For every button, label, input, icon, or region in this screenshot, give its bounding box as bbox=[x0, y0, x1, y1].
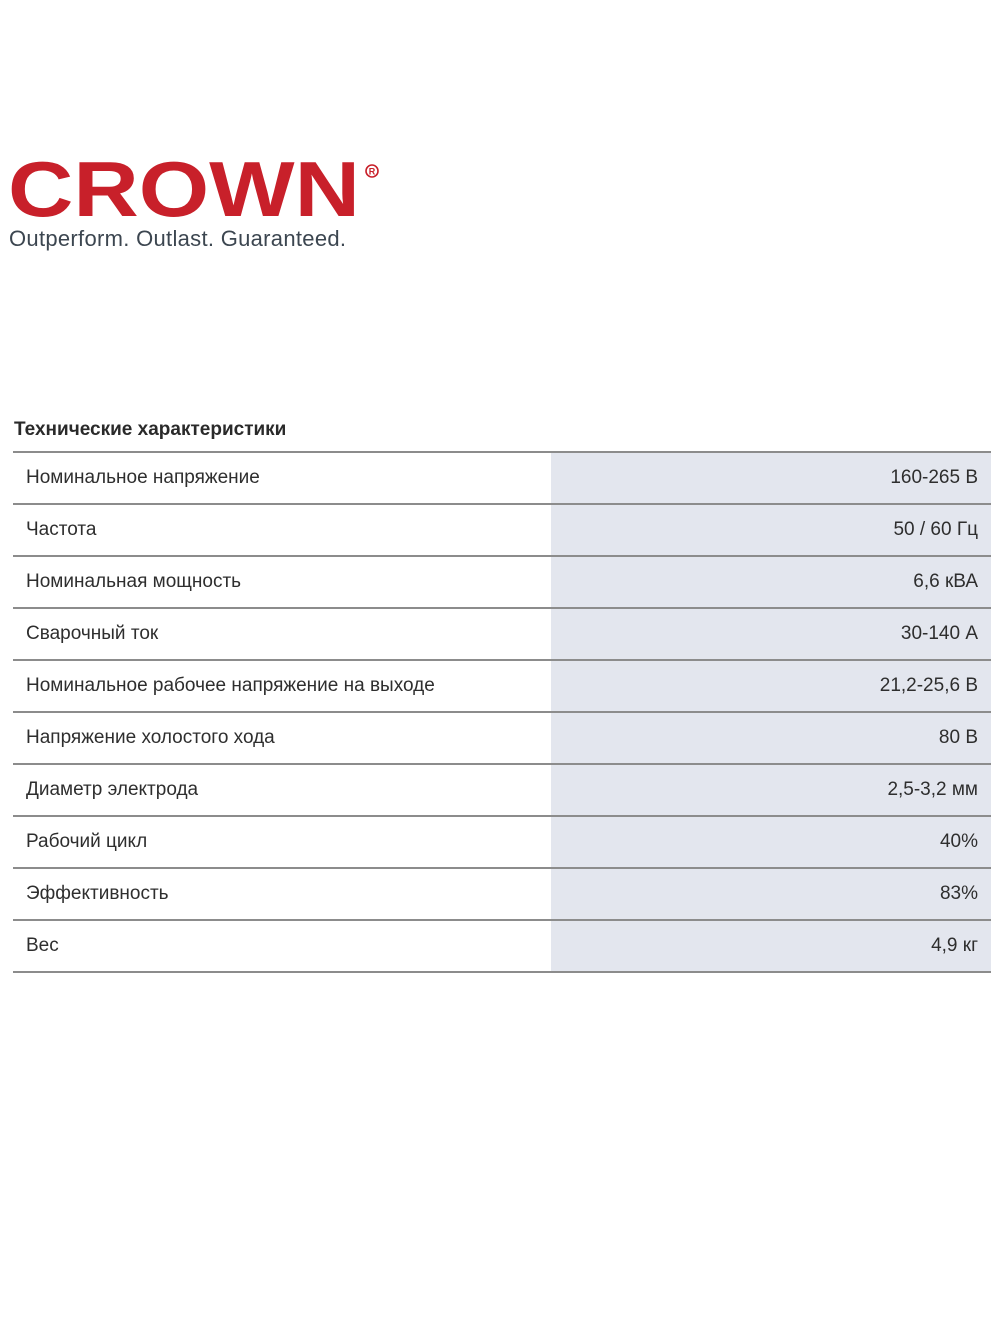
spec-label: Сварочный ток bbox=[13, 609, 551, 659]
spec-row bbox=[13, 505, 991, 557]
spec-label: Рабочий цикл bbox=[13, 817, 551, 867]
spec-row bbox=[13, 765, 991, 817]
spec-value: 6,6 кВА bbox=[551, 557, 991, 607]
spec-value: 50 / 60 Гц bbox=[551, 505, 991, 555]
spec-value: 30-140 А bbox=[551, 609, 991, 659]
spec-value: 40% bbox=[551, 817, 991, 867]
spec-row bbox=[13, 609, 991, 661]
spec-row bbox=[13, 817, 991, 869]
spec-value: 160-265 В bbox=[551, 453, 991, 503]
spec-value: 2,5-3,2 мм bbox=[551, 765, 991, 815]
spec-label: Номинальное напряжение bbox=[13, 453, 551, 503]
spec-value: 80 В bbox=[551, 713, 991, 763]
spec-label: Номинальная мощность bbox=[13, 557, 551, 607]
spec-label: Частота bbox=[13, 505, 551, 555]
spec-value: 4,9 кг bbox=[551, 921, 991, 971]
crown-logo bbox=[8, 150, 388, 230]
crown-logo-wordmark bbox=[8, 150, 388, 230]
spec-label: Номинальное рабочее напряжение на выходе bbox=[13, 661, 551, 711]
spec-value: 83% bbox=[551, 869, 991, 919]
spec-row bbox=[13, 869, 991, 921]
spec-label: Вес bbox=[13, 921, 551, 971]
spec-row bbox=[13, 453, 991, 505]
logo-text: CROWN bbox=[8, 150, 360, 230]
specs-table bbox=[13, 451, 991, 973]
brand-tagline: Outperform. Outlast. Guaranteed. bbox=[9, 226, 347, 251]
registered-mark-letter: R bbox=[368, 166, 376, 177]
specs-title: Технические характеристики bbox=[14, 419, 287, 440]
spec-label: Эффективность bbox=[13, 869, 551, 919]
spec-row bbox=[13, 921, 991, 973]
spec-row bbox=[13, 661, 991, 713]
spec-value: 21,2-25,6 В bbox=[551, 661, 991, 711]
spec-row bbox=[13, 713, 991, 765]
spec-label: Напряжение холостого хода bbox=[13, 713, 551, 763]
spec-label: Диаметр электрода bbox=[13, 765, 551, 815]
spec-row bbox=[13, 557, 991, 609]
